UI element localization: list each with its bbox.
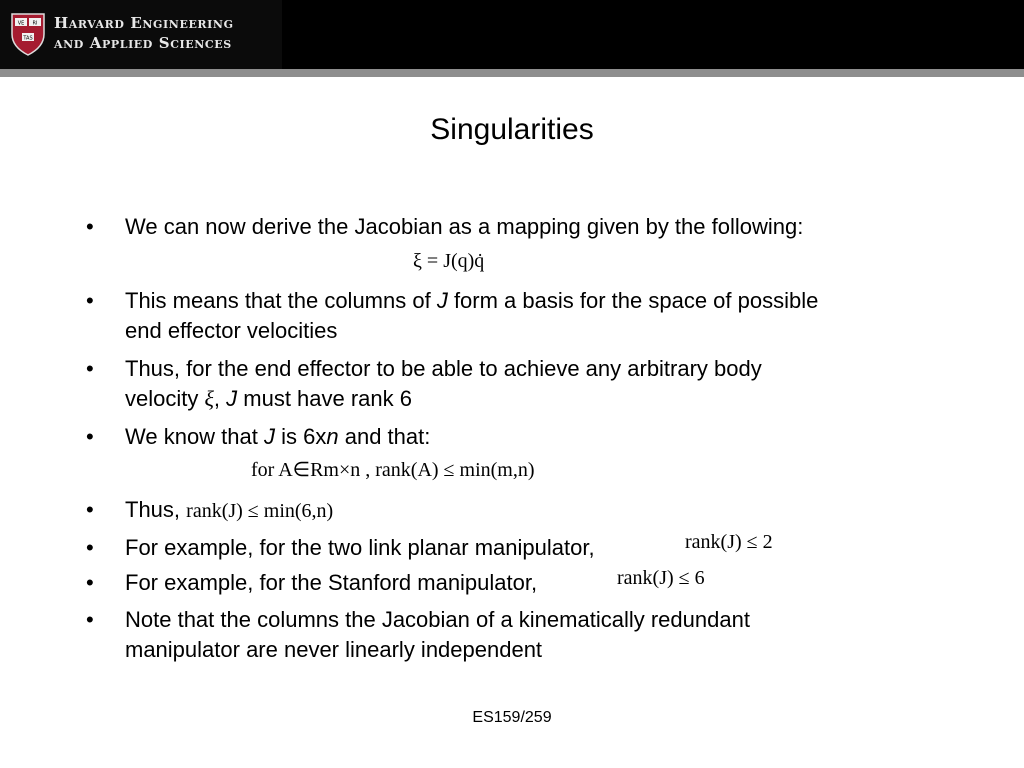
bullet-marker: • (86, 288, 94, 313)
equation-rank-stanford: rank(J) ≤ 6 (617, 567, 705, 589)
symbol-xi: ξ (204, 386, 214, 411)
header-divider (0, 69, 1024, 77)
equation-rank-planar: rank(J) ≤ 2 (685, 531, 773, 553)
harvard-shield-icon (10, 12, 46, 56)
footer-course-code: ES159/259 (472, 709, 552, 726)
bullet-marker: • (86, 356, 94, 381)
bullet-text-3a: Thus, for the end effector to be able to achieve any arbitrary body (125, 356, 762, 381)
bullet-text-4 (125, 422, 965, 452)
brand-line-1: Harvard Engineering (54, 14, 234, 32)
bullet-text-3c: , (213, 386, 227, 411)
bullet-text-2b: form a basis for the space of possible (447, 288, 819, 313)
symbol-n: n (326, 424, 339, 449)
bullet-text-5a: Thus, (125, 497, 181, 522)
equation-velocity: ξ = J(q)q̇ (413, 250, 485, 272)
symbol-J: J (226, 386, 238, 411)
bullet-text-6: For example, for the two link planar manipulator, (125, 535, 595, 560)
bullet-text-3d: must have rank 6 (237, 386, 413, 411)
bullet-text-1: We can now derive the Jacobian as a mapping given by the following: (125, 214, 804, 239)
brand-line-2: and Applied Sciences (54, 34, 232, 52)
bullet-text-8b: manipulator are never linearly independent (125, 637, 543, 662)
bullet-text-4a: We know that (125, 424, 264, 449)
bullet-marker: • (86, 214, 94, 239)
bullet-marker: • (86, 570, 94, 595)
bullet-marker: • (86, 424, 94, 449)
shield-text-ve: VE (17, 20, 25, 27)
logo (0, 0, 282, 69)
header-bar (0, 0, 1024, 69)
equation-rank-J: rank(J) ≤ min(6,n) (186, 500, 334, 522)
shield-text-tas: TAS (23, 35, 33, 42)
bullet-text-2a: This means that the columns of (125, 288, 437, 313)
bullet-text-2 (125, 286, 965, 346)
bullet-marker: • (86, 497, 94, 522)
bullet-text-4c: and that: (338, 424, 431, 449)
bullet-text-4b: is 6x (275, 424, 327, 449)
bullet-text-3b: velocity (125, 386, 205, 411)
bullet-text-7: For example, for the Stanford manipulator, (125, 570, 538, 595)
bullet-marker: • (86, 607, 94, 632)
bullet-text-8a: Note that the columns the Jacobian of a kinematically redundant (125, 607, 750, 632)
bullet-text-5 (125, 495, 965, 526)
shield-text-ri: RI (32, 20, 38, 27)
bullet-text-2c: end effector velocities (125, 318, 338, 343)
symbol-J: J (264, 424, 275, 449)
equation-rank-bound: for A∈Rm×n , rank(A) ≤ min(m,n) (251, 459, 535, 481)
bullet-text-3 (125, 354, 965, 414)
bullet-text-8 (125, 605, 965, 665)
slide-title: Singularities (430, 113, 594, 146)
symbol-J: J (436, 288, 448, 313)
bullet-marker: • (86, 535, 94, 560)
brand-name (54, 13, 234, 53)
